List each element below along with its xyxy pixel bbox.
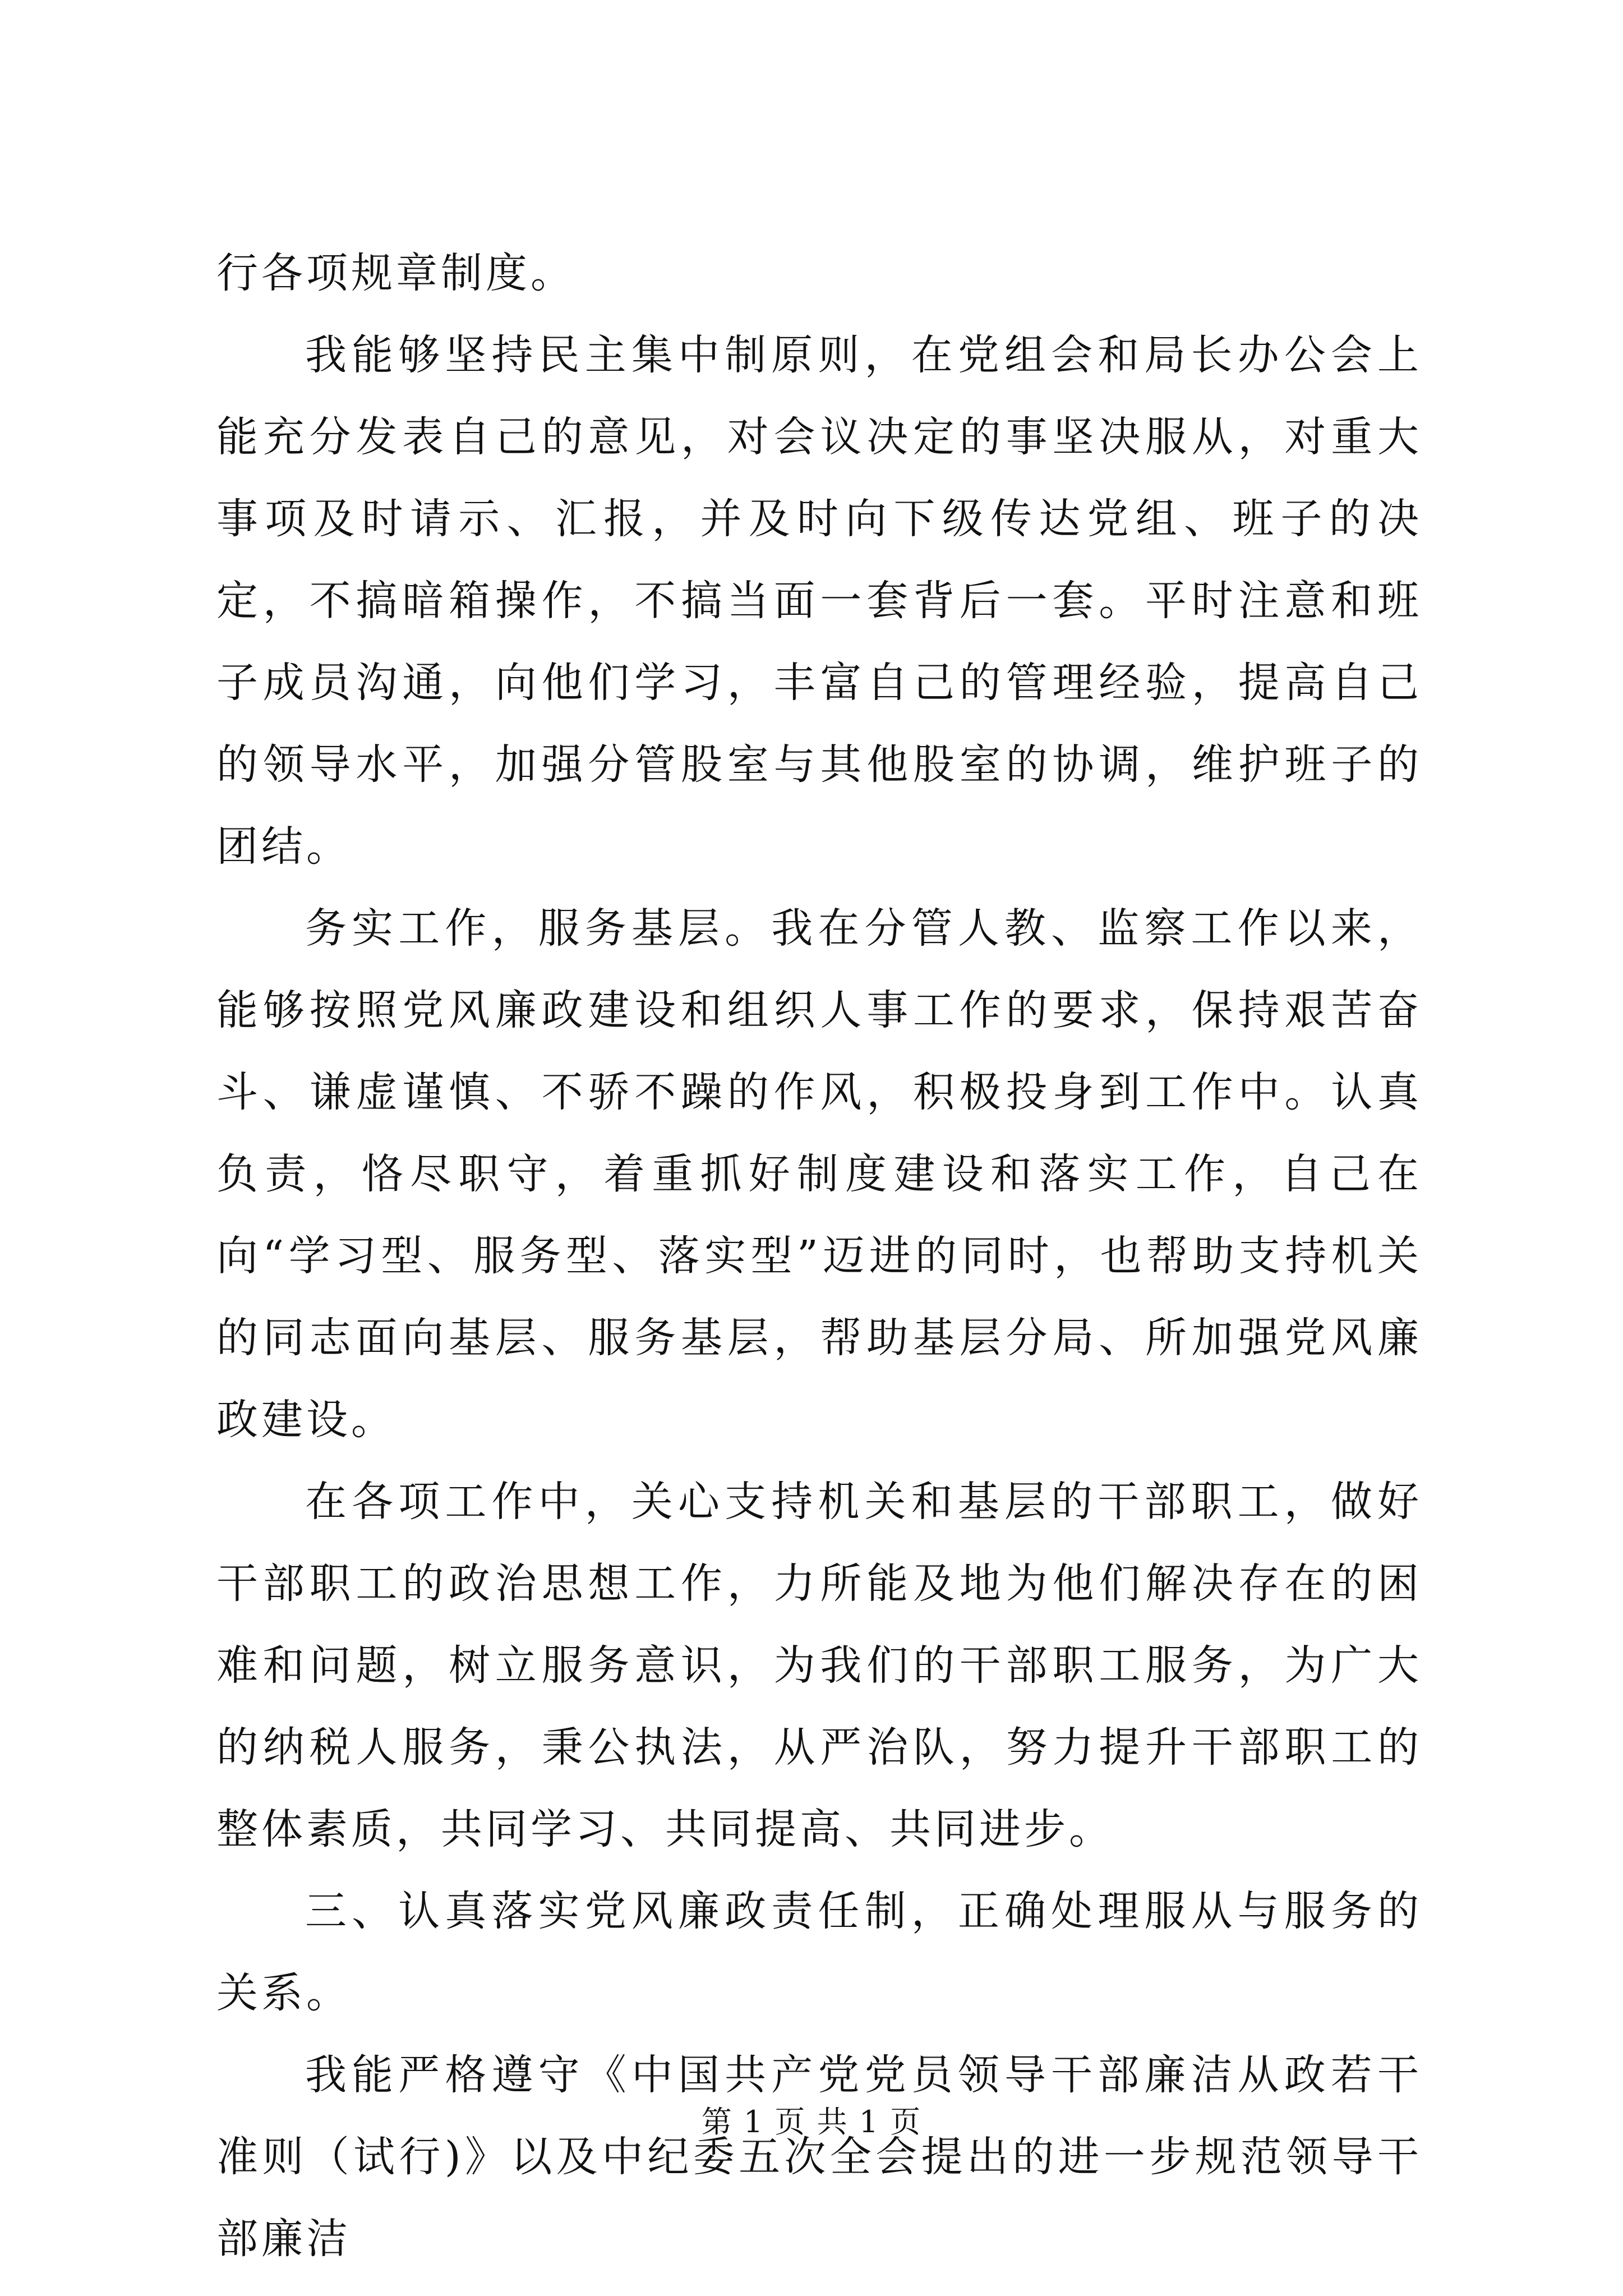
page-footer: 第 1 页 共 1 页 [701, 2104, 922, 2139]
paragraph-democratic-centralism: 我能够坚持民主集中制原则，在党组会和局长办公会上能充分发表自己的意见，对会议决定的事坚决服从，对重大事项及时请示、汇报，并及时向下级传达党组、班子的决定，不搞暗箱操作，不搞当面一套背后一套。平时注意和班子成员沟通，向他们学习，丰富自己的管理经验，提高自己的领导水平，加强分管股室与其他股室的协调，维护班子的团结。 [216, 331, 1422, 871]
paragraph-continuation: 行各项规章制度。 [216, 249, 575, 297]
paragraph-integrity-rules: 我能严格遵守《中国共产党党员领导干部廉洁从政若干准则（试行)》以及中纪委五次全会提出的进一步规范领导干部廉洁 [216, 2051, 1422, 2263]
section-heading-three: 三、认真落实党风廉政责任制，正确处理服从与服务的关系。 [216, 1887, 1422, 2017]
paragraph-serve-grassroots: 务实工作，服务基层。我在分管人教、监察工作以来，能够按照党风廉政建设和组织人事工作的要求，保持艰苦奋斗、谦虚谨慎、不骄不躁的作风，积极投身到工作中。认真负责，恪尽职守，着重抓好制度建设和落实工作，自己在向“学习型、服务型、落实型”迈进的同时，也帮助支持机关的同志面向基层、服务基层，帮助基层分局、所加强党风廉政建设。 [216, 904, 1422, 1444]
document-body [216, 232, 1422, 2280]
paragraph-care-for-staff: 在各项工作中，关心支持机关和基层的干部职工，做好干部职工的政治思想工作，力所能及地为他们解决存在的困难和问题，树立服务意识，为我们的干部职工服务，为广大的纳税人服务，秉公执法，从严治队，努力提升干部职工的整体素质，共同学习、共同提高、共同进步。 [216, 1478, 1422, 1853]
